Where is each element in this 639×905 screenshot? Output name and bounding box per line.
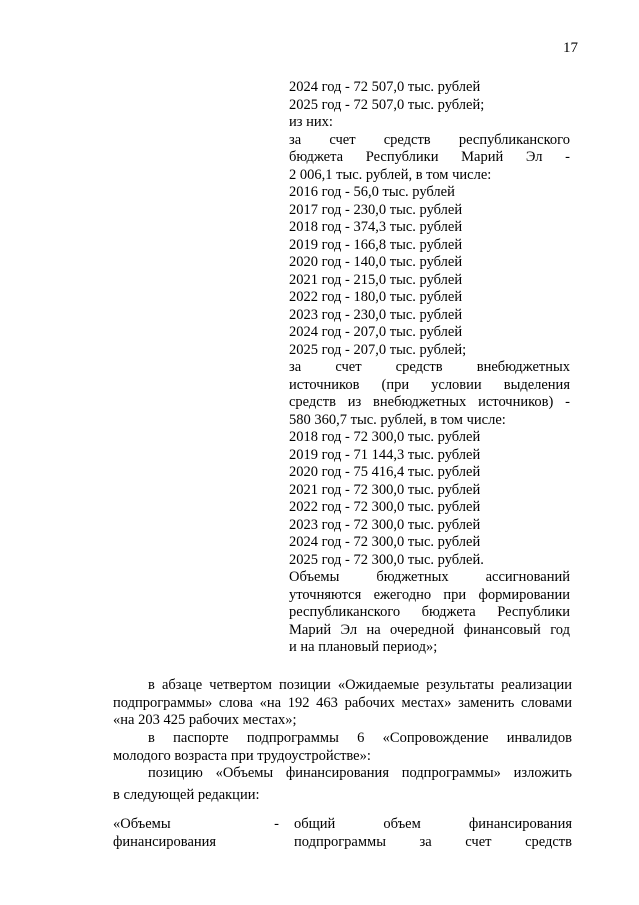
allocation-note: уточняются ежегодно при формировании: [289, 586, 570, 603]
republican-year-line: 2024 год - 207,0 тыс. рублей: [289, 324, 463, 340]
extrabudget-year-line: 2024 год - 72 300,0 тыс. рублей: [289, 534, 481, 550]
extrabudget-year-line: 2019 год - 71 144,3 тыс. рублей: [289, 446, 481, 463]
republican-budget-text: за счет средств республиканского: [289, 131, 570, 148]
row-value-line: общий объем финансирования: [294, 816, 572, 832]
extrabudget-year-line: 2025 год - 72 300,0 тыс. рублей.: [289, 551, 484, 568]
paragraph-line: в паспорте подпрограммы 6 «Сопровождение инвалидов: [148, 730, 572, 746]
extrabudget-text: 580 360,7 тыс. рублей, в том числе:: [289, 411, 506, 428]
paragraph-subprogram-passport: [113, 730, 572, 765]
paragraph-funding-position: [113, 765, 572, 804]
republican-year-line: 2019 год - 166,8 тыс. рублей: [289, 236, 463, 253]
paragraph-line: «на 203 425 рабочих местах»;: [113, 712, 297, 728]
extrabudget-year-line: 2021 год - 72 300,0 тыс. рублей: [289, 481, 481, 498]
republican-year-line: 2017 год - 230,0 тыс. рублей: [289, 201, 463, 218]
allocation-note: и на плановый период»;: [289, 639, 438, 655]
row-label-line: «Объемы -: [113, 816, 279, 832]
extrabudget-text: средств из внебюджетных источников) -: [289, 394, 570, 410]
extrabudget-year-line: 2023 год - 72 300,0 тыс. рублей: [289, 516, 481, 533]
paragraph-line: в абзаце четвертом позиции «Ожидаемые результаты реализации: [148, 677, 572, 693]
allocation-note: Марий Эл на очередной финансовый год: [289, 621, 570, 638]
row-value-line: подпрограммы за счет средств: [294, 834, 572, 850]
republican-year-line: 2018 год - 374,3 тыс. рублей: [289, 219, 463, 235]
extrabudget-year-line: 2020 год - 75 416,4 тыс. рублей: [289, 464, 481, 480]
funding-line: 2024 год - 72 507,0 тыс. рублей: [289, 79, 481, 95]
paragraph-line: подпрограммы» слова «на 192 463 рабочих местах» заменить словами: [113, 694, 572, 711]
page-number: 17: [563, 40, 578, 56]
republican-budget-text: бюджета Республики Марий Эл -: [289, 149, 570, 165]
republican-year-line: 2016 год - 56,0 тыс. рублей: [289, 184, 455, 200]
table-row-value: [294, 815, 572, 851]
row-label-line: финансирования: [113, 834, 217, 850]
table-row-label: [113, 815, 279, 851]
republican-budget-text: 2 006,1 тыс. рублей, в том числе:: [289, 166, 492, 183]
extrabudget-year-line: 2022 год - 72 300,0 тыс. рублей: [289, 499, 481, 515]
funding-line: из них:: [289, 114, 333, 130]
extrabudget-year-line: 2018 год - 72 300,0 тыс. рублей: [289, 429, 481, 445]
republican-year-line: 2023 год - 230,0 тыс. рублей: [289, 306, 463, 323]
extrabudget-text: источников (при условии выделения: [289, 376, 570, 393]
paragraph-expected-results: [113, 677, 572, 730]
paragraph-line: молодого возраста при трудоустройстве»:: [113, 747, 371, 764]
republican-year-line: 2021 год - 215,0 тыс. рублей: [289, 271, 463, 288]
allocation-note: Объемы бюджетных ассигнований: [289, 569, 570, 585]
extrabudget-text: за счет средств внебюджетных: [289, 359, 570, 375]
paragraph-line: в следующей редакции:: [113, 786, 260, 803]
republican-year-line: 2025 год - 207,0 тыс. рублей;: [289, 341, 467, 358]
republican-year-line: 2020 год - 140,0 тыс. рублей: [289, 254, 463, 270]
funding-block: [289, 79, 570, 657]
republican-year-line: 2022 год - 180,0 тыс. рублей: [289, 289, 463, 305]
allocation-note: республиканского бюджета Республики: [289, 604, 570, 620]
paragraph-line: позицию «Объемы финансирования подпрограммы» изложить: [148, 765, 572, 781]
funding-line: 2025 год - 72 507,0 тыс. рублей;: [289, 96, 485, 113]
